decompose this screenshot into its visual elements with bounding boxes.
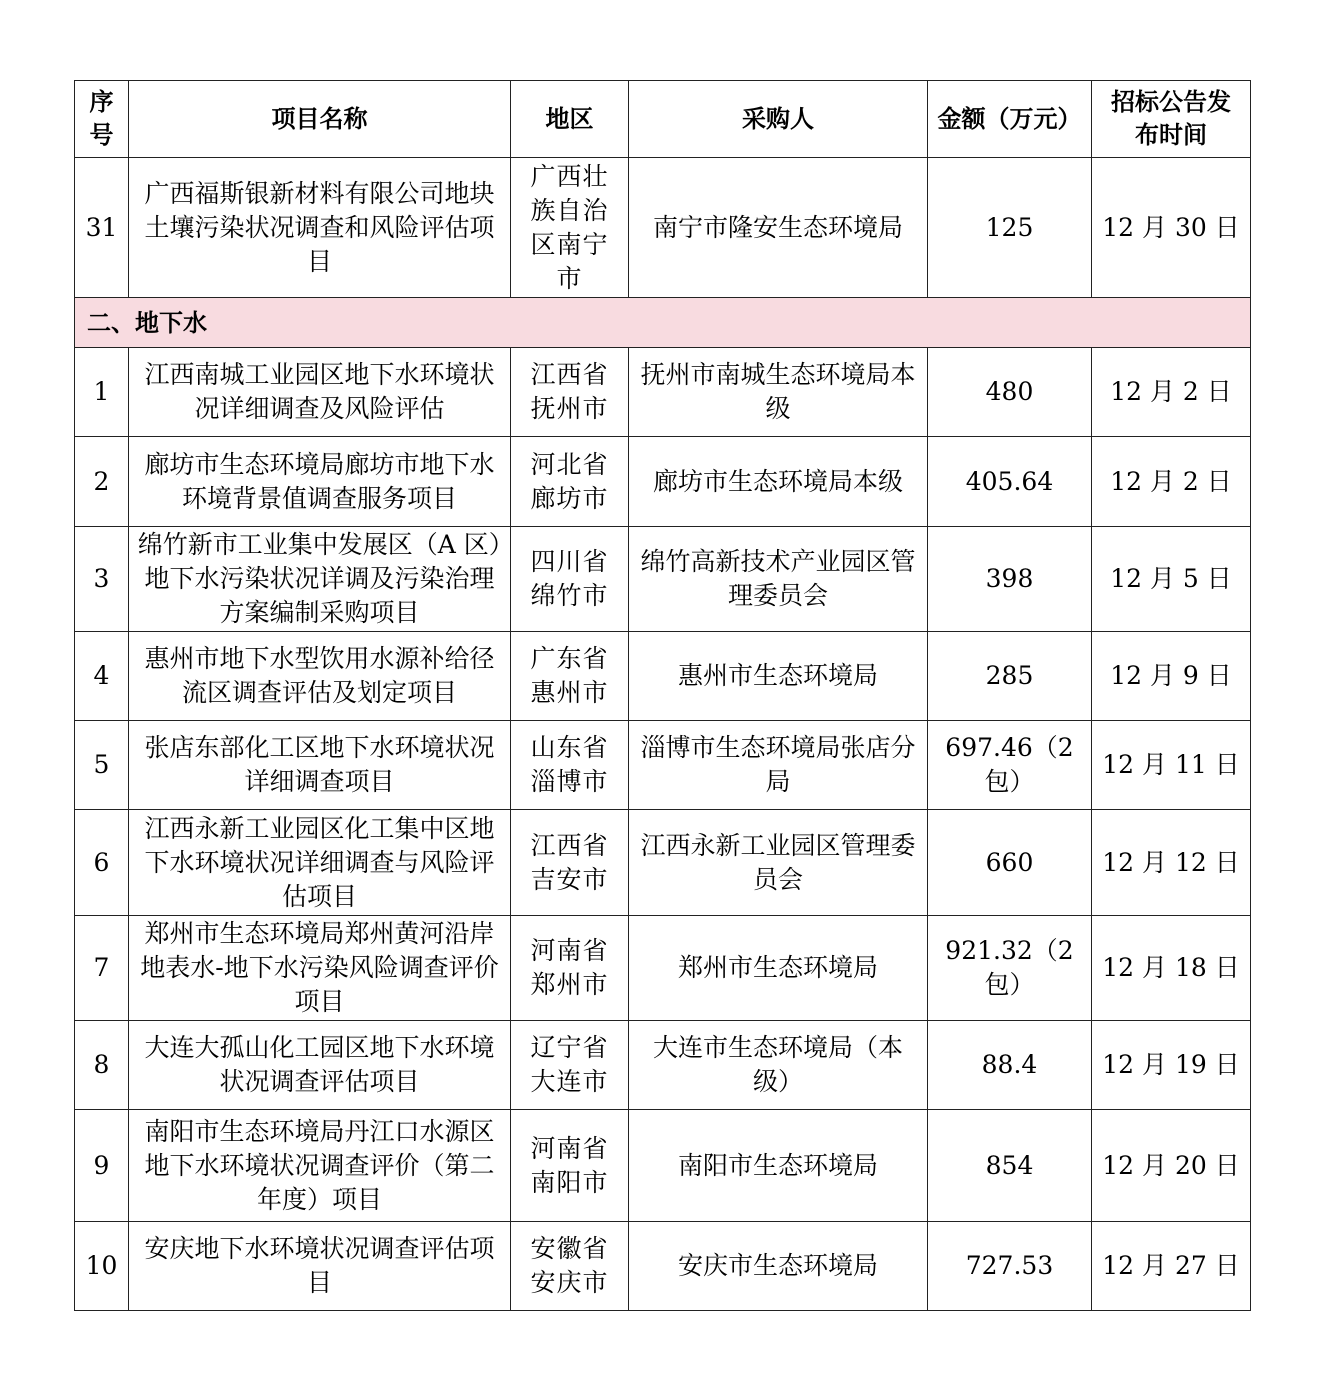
cell-no: 31 (75, 158, 129, 298)
section-row (75, 298, 1251, 348)
cell-project-name: 南阳市生态环境局丹江口水源区地下水环境状况调查评价（第二年度）项目 (129, 1110, 511, 1222)
cell-project-name: 大连大孤山化工园区地下水环境状况调查评估项目 (129, 1021, 511, 1110)
cell-date: 12 月 2 日 (1092, 437, 1251, 527)
table-row (75, 810, 1251, 916)
cell-date: 12 月 11 日 (1092, 721, 1251, 810)
cell-amount: 88.4 (928, 1021, 1092, 1110)
cell-project-name: 江西南城工业园区地下水环境状况详细调查及风险评估 (129, 348, 511, 437)
cell-date: 12 月 19 日 (1092, 1021, 1251, 1110)
cell-no: 8 (75, 1021, 129, 1110)
cell-project-name: 郑州市生态环境局郑州黄河沿岸地表水-地下水污染风险调查评价项目 (129, 916, 511, 1021)
header-row (75, 81, 1251, 158)
cell-project-name: 廊坊市生态环境局廊坊市地下水环境背景值调查服务项目 (129, 437, 511, 527)
cell-amount: 697.46（2 包） (928, 721, 1092, 810)
cell-no: 4 (75, 632, 129, 721)
cell-amount: 398 (928, 527, 1092, 632)
cell-region: 山东省淄博市 (511, 721, 629, 810)
table-row (75, 721, 1251, 810)
header-publish-date: 招标公告发布时间 (1092, 81, 1251, 158)
cell-region: 安徽省安庆市 (511, 1222, 629, 1311)
cell-amount: 854 (928, 1110, 1092, 1222)
cell-buyer: 南阳市生态环境局 (629, 1110, 928, 1222)
cell-amount: 921.32（2 包） (928, 916, 1092, 1021)
cell-date: 12 月 12 日 (1092, 810, 1251, 916)
cell-no: 3 (75, 527, 129, 632)
cell-buyer: 南宁市隆安生态环境局 (629, 158, 928, 298)
cell-project-name: 江西永新工业园区化工集中区地下水环境状况详细调查与风险评估项目 (129, 810, 511, 916)
cell-date: 12 月 20 日 (1092, 1110, 1251, 1222)
cell-no: 6 (75, 810, 129, 916)
cell-no: 1 (75, 348, 129, 437)
cell-date: 12 月 2 日 (1092, 348, 1251, 437)
cell-date: 12 月 18 日 (1092, 916, 1251, 1021)
cell-amount: 405.64 (928, 437, 1092, 527)
cell-no: 7 (75, 916, 129, 1021)
cell-buyer: 绵竹高新技术产业园区管理委员会 (629, 527, 928, 632)
cell-buyer: 抚州市南城生态环境局本级 (629, 348, 928, 437)
cell-amount: 480 (928, 348, 1092, 437)
table-row (75, 158, 1251, 298)
procurement-table (74, 80, 1251, 1311)
cell-buyer: 大连市生态环境局（本级） (629, 1021, 928, 1110)
header-amount: 金额（万元） (928, 81, 1092, 158)
cell-date: 12 月 5 日 (1092, 527, 1251, 632)
cell-buyer: 安庆市生态环境局 (629, 1222, 928, 1311)
cell-buyer: 郑州市生态环境局 (629, 916, 928, 1021)
cell-buyer: 淄博市生态环境局张店分局 (629, 721, 928, 810)
cell-project-name: 广西福斯银新材料有限公司地块土壤污染状况调查和风险评估项目 (129, 158, 511, 298)
cell-project-name: 惠州市地下水型饮用水源补给径流区调查评估及划定项目 (129, 632, 511, 721)
cell-project-name: 安庆地下水环境状况调查评估项目 (129, 1222, 511, 1311)
table-row (75, 1021, 1251, 1110)
cell-no: 2 (75, 437, 129, 527)
cell-project-name: 张店东部化工区地下水环境状况详细调查项目 (129, 721, 511, 810)
cell-region: 河南省南阳市 (511, 1110, 629, 1222)
cell-date: 12 月 9 日 (1092, 632, 1251, 721)
table-row (75, 348, 1251, 437)
header-buyer: 采购人 (629, 81, 928, 158)
cell-buyer: 廊坊市生态环境局本级 (629, 437, 928, 527)
cell-region: 河北省廊坊市 (511, 437, 629, 527)
table-row (75, 916, 1251, 1021)
cell-date: 12 月 30 日 (1092, 158, 1251, 298)
cell-amount: 660 (928, 810, 1092, 916)
cell-no: 9 (75, 1110, 129, 1222)
cell-region: 广西壮族自治区南宁市 (511, 158, 629, 298)
cell-date: 12 月 27 日 (1092, 1222, 1251, 1311)
header-project-name: 项目名称 (129, 81, 511, 158)
cell-region: 江西省抚州市 (511, 348, 629, 437)
cell-buyer: 江西永新工业园区管理委员会 (629, 810, 928, 916)
cell-project-name: 绵竹新市工业集中发展区（A 区）地下水污染状况详调及污染治理方案编制采购项目 (129, 527, 511, 632)
section-title: 二、地下水 (75, 298, 1251, 348)
cell-amount: 285 (928, 632, 1092, 721)
header-region: 地区 (511, 81, 629, 158)
table-row (75, 437, 1251, 527)
cell-amount: 125 (928, 158, 1092, 298)
cell-buyer: 惠州市生态环境局 (629, 632, 928, 721)
cell-region: 辽宁省大连市 (511, 1021, 629, 1110)
cell-no: 10 (75, 1222, 129, 1311)
cell-region: 江西省吉安市 (511, 810, 629, 916)
cell-region: 四川省绵竹市 (511, 527, 629, 632)
header-no: 序号 (75, 81, 129, 158)
cell-region: 河南省郑州市 (511, 916, 629, 1021)
table-row (75, 1110, 1251, 1222)
table-row (75, 527, 1251, 632)
table-row (75, 632, 1251, 721)
cell-amount: 727.53 (928, 1222, 1092, 1311)
table-row (75, 1222, 1251, 1311)
cell-region: 广东省惠州市 (511, 632, 629, 721)
cell-no: 5 (75, 721, 129, 810)
